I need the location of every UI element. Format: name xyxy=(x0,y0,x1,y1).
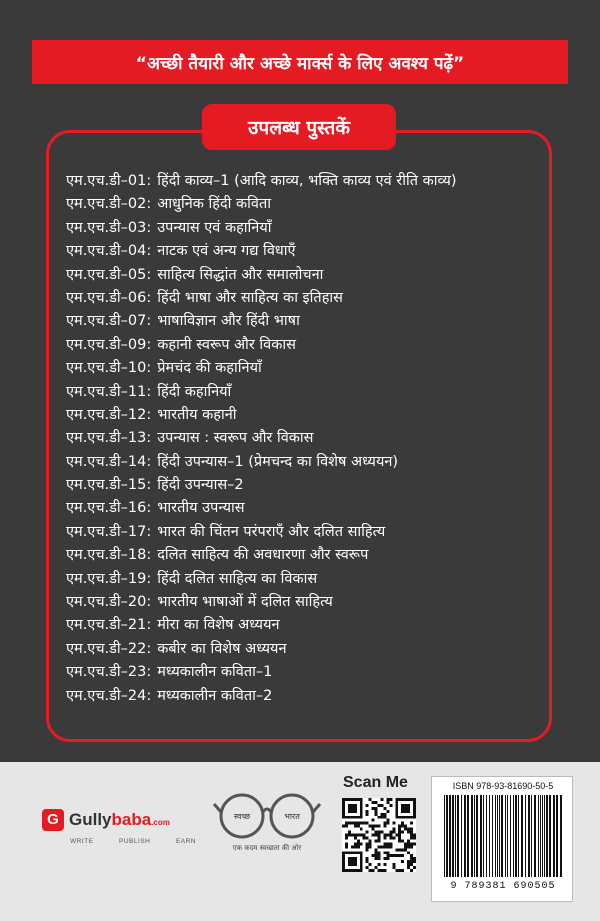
book-title: कबीर का विशेष अध्ययन xyxy=(157,640,287,657)
glasses-icon xyxy=(212,790,322,840)
book-title: भाषाविज्ञान और हिंदी भाषा xyxy=(157,313,300,330)
book-code: एम.एच.डी–06: xyxy=(66,289,152,306)
quote-banner xyxy=(32,40,568,84)
book-title: हिंदी उपन्यास–2 xyxy=(157,477,244,494)
book-item xyxy=(66,310,544,333)
book-code: एम.एच.डी–09: xyxy=(66,336,152,353)
book-code: एम.एच.डी–17: xyxy=(66,523,152,540)
book-code: एम.एच.डी–20: xyxy=(66,594,152,611)
book-item xyxy=(66,287,544,310)
book-code: एम.एच.डी–15: xyxy=(66,477,152,494)
barcode-number: 9 789381 690505 xyxy=(450,881,556,892)
swachh-left-lens-text: स्वच्छ xyxy=(233,812,251,821)
book-item xyxy=(66,638,544,661)
book-code: एम.एच.डी–12: xyxy=(66,406,152,423)
tagline-earn: EARN xyxy=(175,838,196,845)
book-item xyxy=(66,521,544,544)
book-code: एम.एच.डी–10: xyxy=(66,360,152,377)
book-item xyxy=(66,451,544,474)
book-item xyxy=(66,264,544,287)
book-code: एम.एच.डी–14: xyxy=(66,453,152,470)
book-title: प्रेमचंद की कहानियाँ xyxy=(157,360,262,377)
book-item xyxy=(66,497,544,520)
book-code: एम.एच.डी–07: xyxy=(66,313,152,330)
scan-me-label: Scan Me xyxy=(343,774,408,791)
tagline-publish: PUBLISH xyxy=(119,838,151,845)
book-title: साहित्य सिद्धांत और समालोचना xyxy=(157,266,324,283)
book-code: एम.एच.डी–19: xyxy=(66,570,152,587)
swachh-bharat-logo xyxy=(212,790,322,870)
book-title: भारतीय उपन्यास xyxy=(157,500,245,517)
book-item xyxy=(66,685,544,708)
book-item xyxy=(66,334,544,357)
book-title: उपन्यास : स्वरूप और विकास xyxy=(157,430,314,447)
book-item xyxy=(66,357,544,380)
book-title: हिंदी दलित साहित्य का विकास xyxy=(157,570,318,587)
book-item xyxy=(66,614,544,637)
book-title: भारतीय भाषाओं में दलित साहित्य xyxy=(157,594,333,611)
book-code: एम.एच.डी–01: xyxy=(66,173,152,189)
book-code: एम.एच.डी–05: xyxy=(66,266,152,283)
isbn-text: ISBN 978-93-81690-50-5 xyxy=(452,781,554,791)
isbn-barcode-box xyxy=(431,776,573,902)
book-title: भारत की चिंतन परंपराएँ और दलित साहित्य xyxy=(157,523,386,540)
book-item xyxy=(66,568,544,591)
book-code: एम.एच.डी–18: xyxy=(66,547,152,564)
book-title: उपन्यास एवं कहानियाँ xyxy=(157,219,272,236)
book-item xyxy=(66,591,544,614)
book-title: नाटक एवं अन्य गद्य विधाएँ xyxy=(157,243,296,260)
footer xyxy=(0,762,600,921)
barcode-icon xyxy=(442,795,564,877)
book-code: एम.एच.डी–04: xyxy=(66,243,152,260)
book-title: मध्यकालीन कविता–2 xyxy=(157,687,273,704)
book-item xyxy=(66,474,544,497)
quote-text: “अच्छी तैयारी और अच्छे मार्क्स के लिए अवश्य पढ़ें” xyxy=(135,53,465,74)
brand-name-part2: baba xyxy=(111,810,152,829)
book-title: भारतीय कहानी xyxy=(157,406,237,423)
swachh-caption: एक कदम स्वच्छता की ओर xyxy=(232,844,302,852)
book-title: आधुनिक हिंदी कविता xyxy=(157,196,272,213)
books-heading xyxy=(202,104,396,150)
book-item xyxy=(66,427,544,450)
book-title: हिंदी कहानियाँ xyxy=(157,383,232,400)
swachh-right-lens-text: भारत xyxy=(284,812,300,821)
book-title: कहानी स्वरूप और विकास xyxy=(157,336,296,353)
book-title: हिंदी उपन्यास–1 (प्रेमचन्द का विशेष अध्ययन) xyxy=(157,453,399,470)
book-list xyxy=(66,170,544,708)
book-code: एम.एच.डी–22: xyxy=(66,640,152,657)
book-title: मध्यकालीन कविता–1 xyxy=(157,664,273,681)
brand-name xyxy=(69,809,170,834)
book-code: एम.एच.डी–21: xyxy=(66,617,152,634)
brand-dotcom: .com xyxy=(151,818,170,827)
brand-name-part1: Gully xyxy=(69,810,112,829)
book-code: एम.एच.डी–23: xyxy=(66,664,152,681)
book-item xyxy=(66,170,544,193)
brand-tagline xyxy=(70,838,196,845)
book-item xyxy=(66,381,544,404)
book-code: एम.एच.डी–02: xyxy=(66,196,152,213)
book-code: एम.एच.डी–13: xyxy=(66,430,152,447)
book-item xyxy=(66,217,544,240)
qr-code-icon xyxy=(342,798,416,872)
book-title: दलित साहित्य की अवधारणा और स्वरूप xyxy=(157,547,369,564)
book-code: एम.एच.डी–16: xyxy=(66,500,152,517)
gullybaba-logo-icon: G xyxy=(42,809,64,831)
book-title: हिंदी भाषा और साहित्य का इतिहास xyxy=(157,289,343,306)
gullybaba-brand xyxy=(42,809,196,861)
book-item xyxy=(66,404,544,427)
book-item xyxy=(66,240,544,263)
tagline-write: WRITE xyxy=(70,838,94,845)
book-item xyxy=(66,661,544,684)
book-code: एम.एच.डी–11: xyxy=(66,383,152,400)
book-item xyxy=(66,544,544,567)
book-code: एम.एच.डी–24: xyxy=(66,687,152,704)
book-title: हिंदी काव्य–1 (आदि काव्य, भक्ति काव्य एवं रीति काव्य) xyxy=(157,173,457,189)
books-heading-text: उपलब्ध पुस्तकें xyxy=(248,117,350,139)
book-item xyxy=(66,193,544,216)
book-title: मीरा का विशेष अध्ययन xyxy=(157,617,280,634)
book-code: एम.एच.डी–03: xyxy=(66,219,152,236)
